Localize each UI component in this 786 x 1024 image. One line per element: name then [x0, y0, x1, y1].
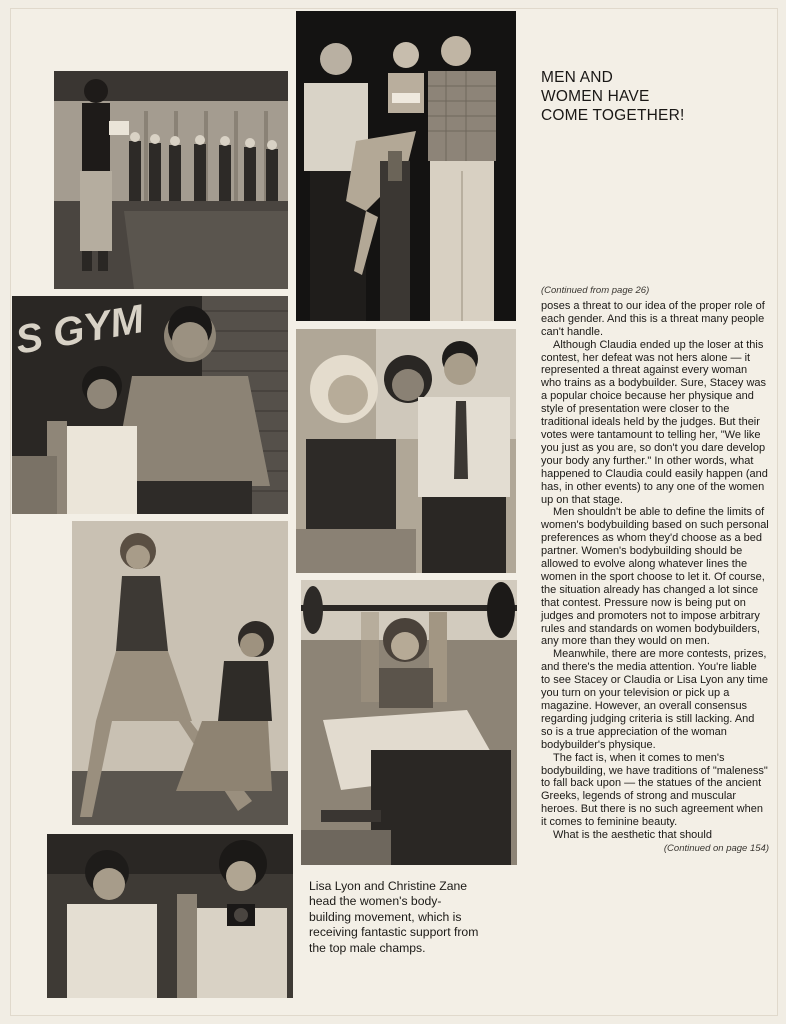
article-paragraph: Meanwhile, there are more contests, prizes, and there's the media attention. You're liable to see Stacey or Claudia or Lisa Lyon any time you turn on your television or pick up a magazine. However, an overall consensus regarding judging criteria is still lacking. And so is a true appreciation of the woman bodybuilder's physique. [541, 648, 769, 751]
article-paragraph: The fact is, when it comes to men's bodybuilding, we have traditions of "maleness" to fall back upon — the statues of the ancient Greeks, legends of strong and muscular heroes. But there is no such agreement when it comes to feminine beauty. [541, 751, 768, 829]
caption-line: building movement, which is [309, 909, 462, 924]
photo-woman-man-tie [296, 329, 516, 573]
article-paragraph: Men shouldn't be able to define the limits of women's bodybuilding based on such personal preferences as whom they'd choose as a bed partner. Women's bodybuilding should be allowed to evolve along whatever lines the women in the sport choose to let it. Of course, the situation already has changed a lot since that contest. Pressure now is being put on judges and promoters not to impose arbitrary rules and standards on women bodybuilders, any more than they would on men. [541, 506, 769, 648]
photo-photographer [47, 834, 293, 998]
photo-gym-couple [12, 296, 288, 514]
photo-posing-women [72, 521, 288, 825]
headline-line: WOMEN HAVE [541, 88, 650, 105]
photo-caption [309, 879, 521, 956]
caption-line: head the women's body- [309, 894, 442, 909]
caption-line: the top male champs. [309, 940, 426, 955]
article-paragraph: poses a threat to our idea of the proper role of each gender. And this is a threat many people can't handle. [541, 299, 765, 338]
continued-from-note: (Continued from page 26) [541, 285, 650, 296]
gym-sign-text: S GYM [12, 296, 147, 363]
photo-bench-press [301, 580, 517, 865]
photo-trophy-presentation [296, 11, 516, 321]
article-body [541, 285, 769, 856]
headline-line: COME TOGETHER! [541, 107, 685, 124]
article-headline [541, 68, 771, 125]
headline-line: MEN AND [541, 69, 614, 86]
photo-stage-lineup [54, 71, 288, 289]
caption-line: receiving fantastic support from [309, 925, 479, 940]
caption-line: Lisa Lyon and Christine Zane [309, 879, 468, 893]
article-paragraph: What is the aesthetic that should [553, 829, 712, 842]
continued-on-note: (Continued on page 154) [663, 842, 769, 854]
article-paragraph: Although Claudia ended up the loser at this contest, her defeat was not hers alone — it represented a threat against every woman who trains as a bodybuilder. Sure, Stacey was a popular choice because her physique and style of presentation were closer to the traditional ideals held by the judges. But their votes were tantamount to telling her, "We like you just as you are, so don't you dare develop your body any further." In other words, what happened to Claudia could easily happen (and has, in other events) to any one of the women up on that stage. [541, 338, 768, 506]
